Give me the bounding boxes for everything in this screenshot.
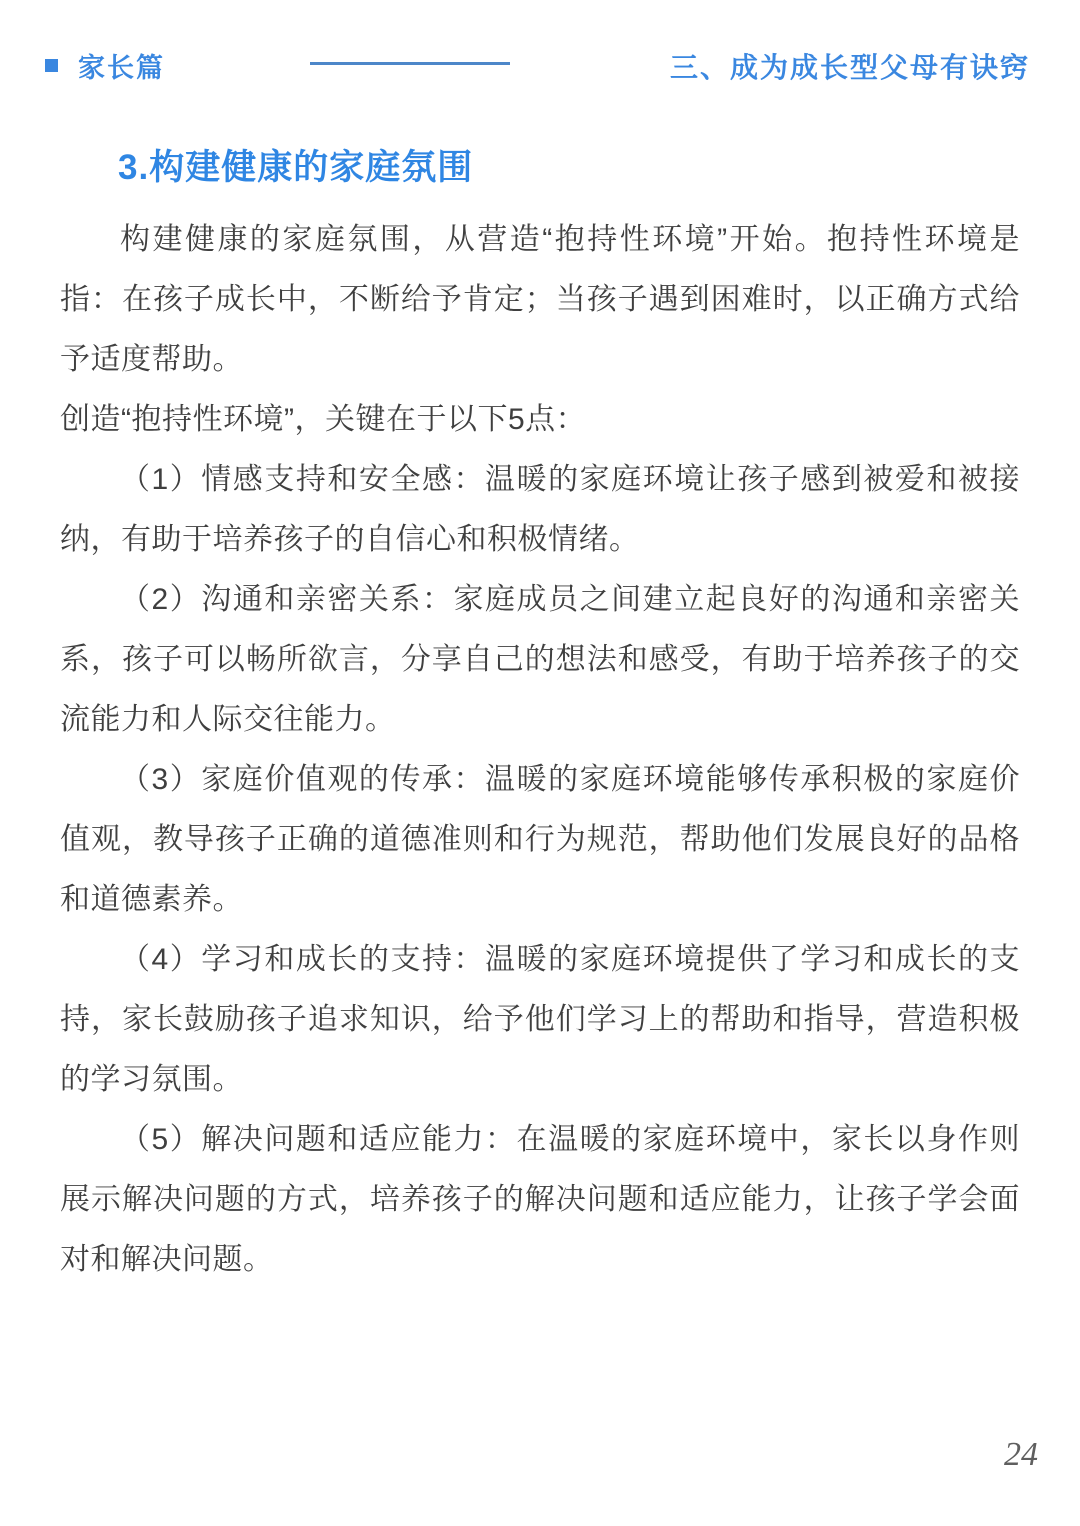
paragraph-point-1: （1）情感支持和安全感：温暖的家庭环境让孩子感到被爱和被接纳，有助于培养孩子的自信心和积极情绪。 — [60, 463, 1020, 556]
chapter-label-text: 家长篇 — [78, 53, 165, 83]
chapter-label — [45, 46, 165, 85]
paragraph-lead-in: 创造“抱持性环境”，关键在于以下5点： — [60, 403, 587, 436]
paragraph-point-5: （5）解决问题和适应能力：在温暖的家庭环境中，家长以身作则展示解决问题的方式，培养孩子的解决问题和适应能力，让孩子学会面对和解决问题。 — [60, 1123, 1020, 1276]
page-header — [45, 46, 1030, 88]
section-title: 3.构建健康的家庭氛围 — [118, 148, 474, 187]
paragraph-point-2: （2）沟通和亲密关系：家庭成员之间建立起良好的沟通和亲密关系，孩子可以畅所欲言，分享自己的想法和感受，有助于培养孩子的交流能力和人际交往能力。 — [60, 583, 1020, 736]
body-text — [60, 210, 1020, 1290]
paragraph-point-4: （4）学习和成长的支持：温暖的家庭环境提供了学习和成长的支持，家长鼓励孩子追求知识，给予他们学习上的帮助和指导，营造积极的学习氛围。 — [60, 943, 1020, 1096]
square-bullet-icon — [45, 59, 58, 72]
header-divider — [310, 62, 510, 65]
paragraph-point-3: （3）家庭价值观的传承：温暖的家庭环境能够传承积极的家庭价值观，教导孩子正确的道德准则和行为规范，帮助他们发展良好的品格和道德素养。 — [60, 763, 1020, 916]
paragraph-intro: 构建健康的家庭氛围，从营造“抱持性环境”开始。抱持性环境是指：在孩子成长中，不断给予肯定；当孩子遇到困难时，以正确方式给予适度帮助。 — [60, 223, 1020, 376]
page-number: 24 — [1004, 1436, 1038, 1473]
section-header-label: 三、成为成长型父母有诀窍 — [669, 52, 1030, 83]
